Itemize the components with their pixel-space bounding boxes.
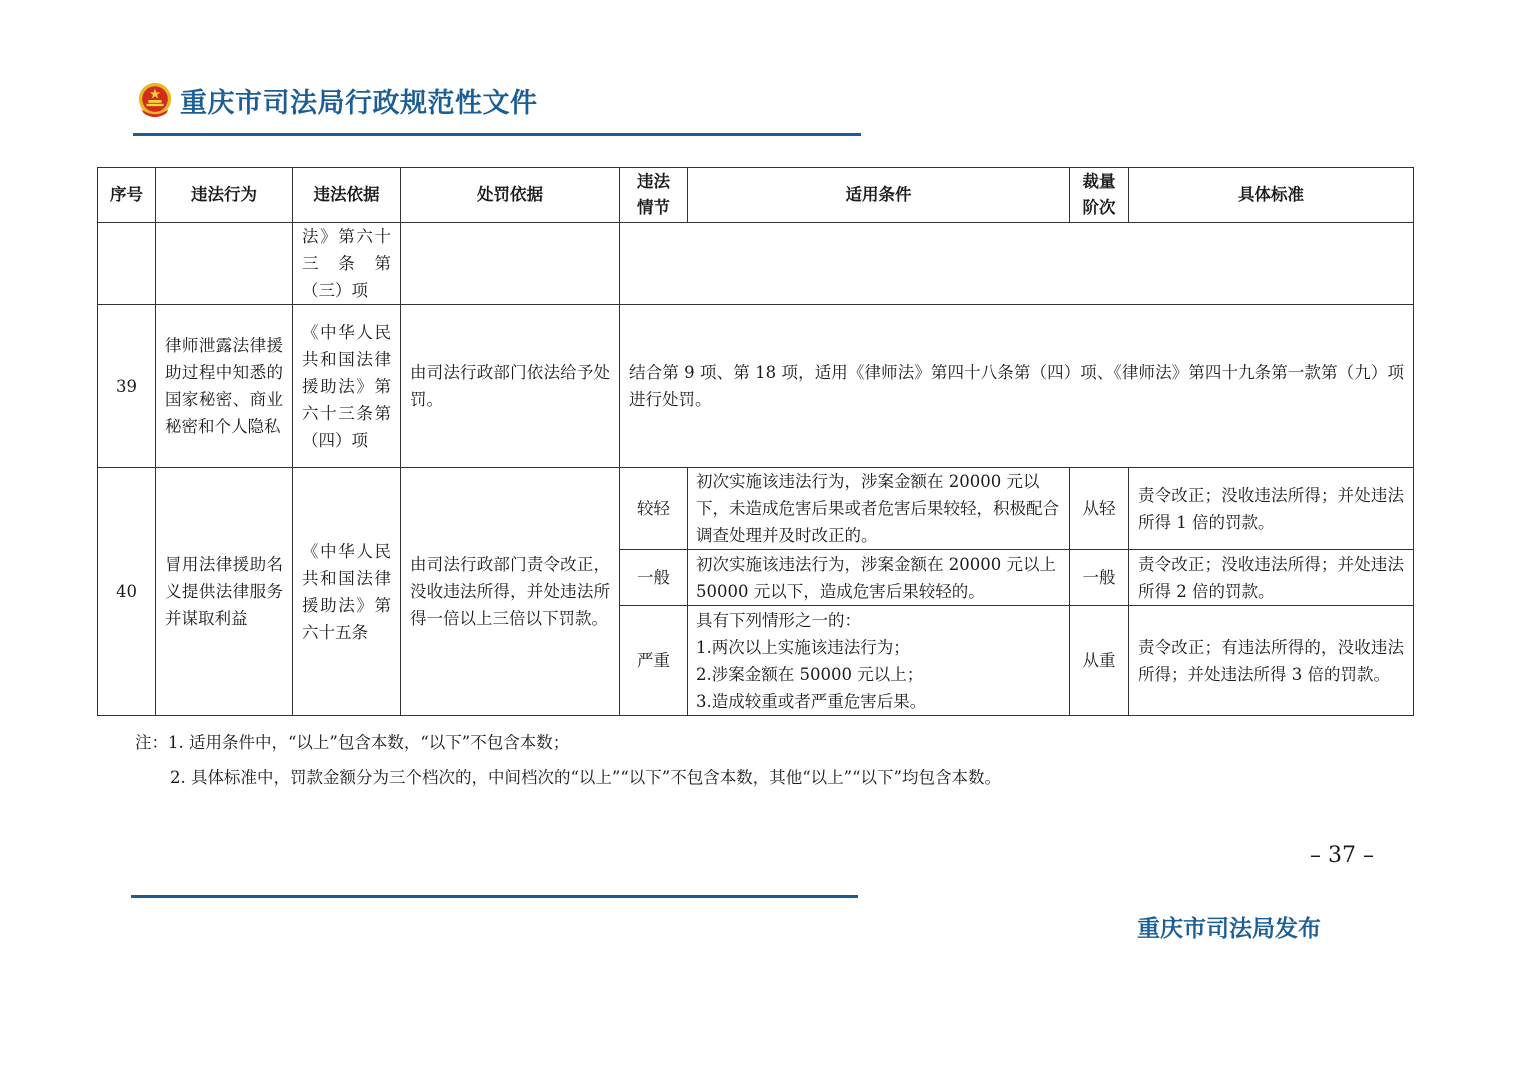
condition-line: 1.两次以上实施该违法行为； bbox=[696, 637, 910, 657]
column-header: 序号 bbox=[98, 168, 156, 223]
cell-merged-application: 结合第 9 项、第 18 项，适用《律师法》第四十八条第（四）项、《律师法》第四十九条第一款第（九）项进行处罚。 bbox=[620, 305, 1414, 468]
table-header-row bbox=[98, 168, 1414, 223]
condition-line: 2.涉案金额在 50000 元以上； bbox=[696, 664, 924, 684]
table-row bbox=[98, 223, 1414, 305]
column-header: 适用条件 bbox=[688, 168, 1070, 223]
table-row bbox=[98, 305, 1414, 468]
document-header bbox=[136, 78, 538, 122]
cell-standard: 责令改正；有违法所得的，没收违法所得；并处违法所得 3 倍的罚款。 bbox=[1129, 606, 1414, 716]
note-line: 2. 具体标准中，罚款金额分为三个档次的，中间档次的“以上”“以下”不包含本数，其他“以上”“以下”均包含本数。 bbox=[170, 768, 1001, 787]
page-number: – 37 – bbox=[1310, 843, 1374, 868]
cell-standard: 责令改正；没收违法所得；并处违法所得 1 倍的罚款。 bbox=[1129, 468, 1414, 550]
header-rule bbox=[133, 133, 861, 136]
cell-behavior: 冒用法律援助名义提供法律服务并谋取利益 bbox=[156, 468, 293, 716]
cell-condition: 初次实施该违法行为，涉案金额在 20000 元以上 50000 元以下，造成危害后果较轻的。 bbox=[688, 550, 1070, 606]
cell-legal-basis: 法》第六十三条第（三）项 bbox=[293, 223, 401, 305]
footer-rule bbox=[131, 895, 858, 898]
penalty-table bbox=[97, 167, 1414, 716]
cell-condition bbox=[688, 606, 1070, 716]
note-line: 注：1. 适用条件中，“以上”包含本数，“以下”不包含本数； bbox=[135, 733, 570, 752]
cell-condition: 初次实施该违法行为，涉案金额在 20000 元以下，未造成危害后果或者危害后果较轻，积极配合调查处理并及时改正的。 bbox=[688, 468, 1070, 550]
cell-legal-basis: 《中华人民共和国法律援助法》第六十三条第（四）项 bbox=[293, 305, 401, 468]
cell-level: 从轻 bbox=[1070, 468, 1129, 550]
column-header: 违法行为 bbox=[156, 168, 293, 223]
national-emblem-icon bbox=[136, 81, 174, 119]
cell-number bbox=[98, 223, 156, 305]
cell-standard: 责令改正；没收违法所得；并处违法所得 2 倍的罚款。 bbox=[1129, 550, 1414, 606]
cell-penalty-basis bbox=[401, 223, 620, 305]
cell-penalty-basis: 由司法行政部门责令改正，没收违法所得，并处违法所得一倍以上三倍以下罚款。 bbox=[401, 468, 620, 716]
table-notes bbox=[135, 725, 1001, 795]
cell-level: 一般 bbox=[1070, 550, 1129, 606]
column-header: 违法依据 bbox=[293, 168, 401, 223]
table-row bbox=[98, 468, 1414, 550]
cell-number: 40 bbox=[98, 468, 156, 716]
cell-penalty-basis: 由司法行政部门依法给予处罚。 bbox=[401, 305, 620, 468]
header-title: 重庆市司法局行政规范性文件 bbox=[180, 87, 538, 119]
column-header: 违法情节 bbox=[620, 168, 688, 223]
cell-severity: 严重 bbox=[620, 606, 688, 716]
condition-line: 3.造成较重或者严重危害后果。 bbox=[696, 691, 927, 711]
column-header: 具体标准 bbox=[1129, 168, 1414, 223]
column-header: 裁量阶次 bbox=[1070, 168, 1129, 223]
cell-severity: 较轻 bbox=[620, 468, 688, 550]
cell-merged bbox=[620, 223, 1414, 305]
cell-legal-basis: 《中华人民共和国法律援助法》第六十五条 bbox=[293, 468, 401, 716]
footer-publisher: 重庆市司法局发布 bbox=[1137, 916, 1321, 942]
condition-line: 具有下列情形之一的： bbox=[696, 610, 861, 630]
column-header: 处罚依据 bbox=[401, 168, 620, 223]
cell-number: 39 bbox=[98, 305, 156, 468]
cell-behavior: 律师泄露法律援助过程中知悉的国家秘密、商业秘密和个人隐私 bbox=[156, 305, 293, 468]
cell-behavior bbox=[156, 223, 293, 305]
cell-severity: 一般 bbox=[620, 550, 688, 606]
cell-level: 从重 bbox=[1070, 606, 1129, 716]
